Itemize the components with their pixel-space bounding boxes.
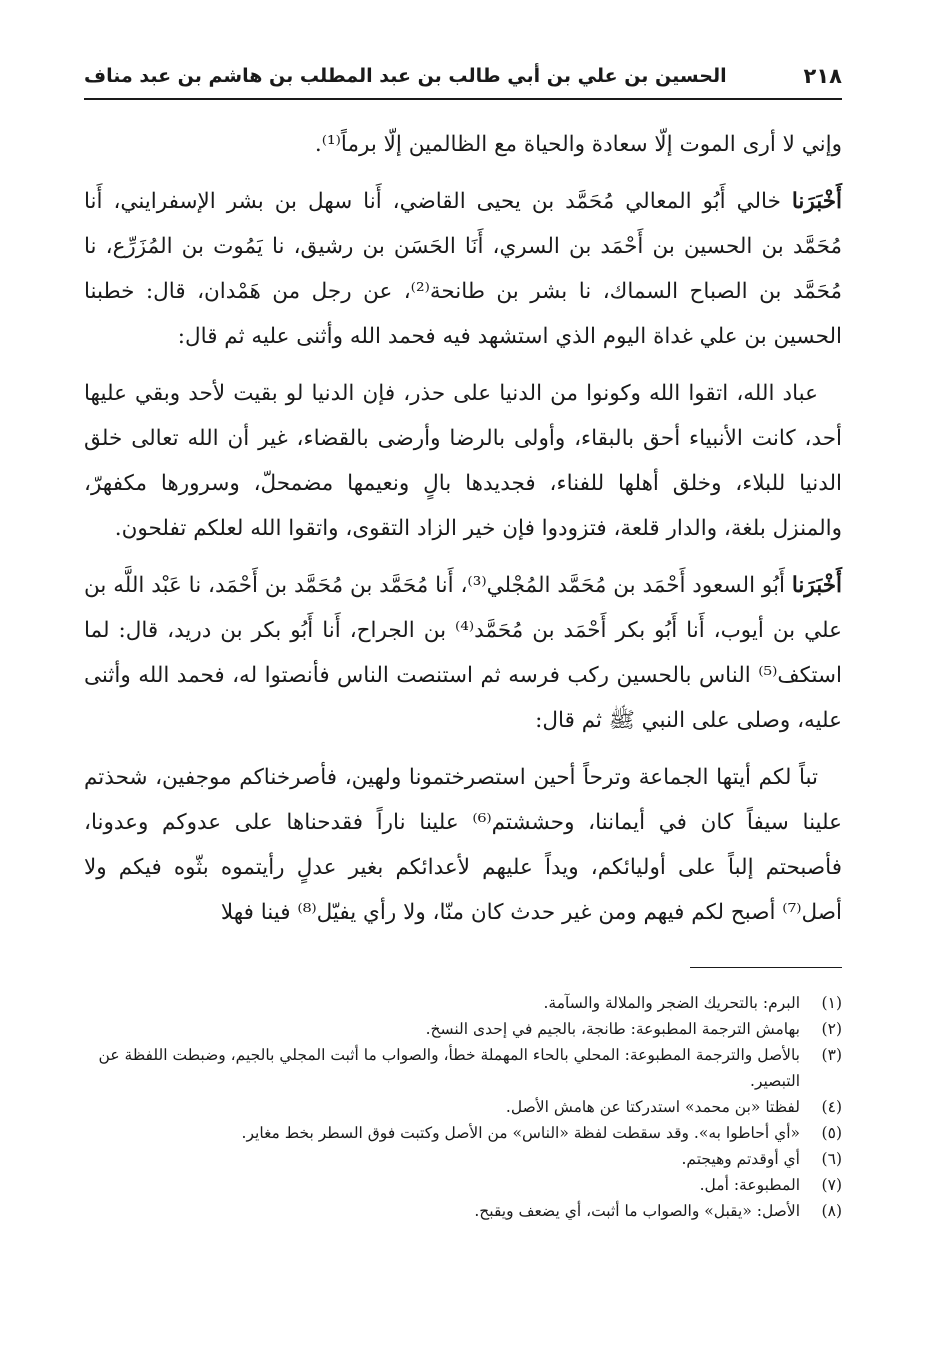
page-number: ٢١٨ — [803, 64, 842, 88]
paragraph-lead: أَخْبَرَنا — [791, 573, 842, 598]
running-title: الحسين بن علي بن أبي طالب بن عبد المطلب بن هاشم بن عبد مناف — [84, 65, 727, 87]
footnote-text: بالأصل والترجمة المطبوعة: المحلي بالحاء المهملة خطأ، والصواب ما أثبت المجلي بالجيم، وضبطت اللفظة عن التبصير. — [98, 1046, 800, 1090]
footnote-number: (٥) — [821, 1124, 842, 1142]
footnote-text: لفظتا «بن محمد» استدركتا عن هامش الأصل. — [505, 1098, 800, 1116]
footnote-number: (٤) — [821, 1098, 842, 1116]
footnote-4 — [84, 1094, 842, 1120]
footnote-text: بهامش الترجمة المطبوعة: طانجة، بالجيم في إحدى النسخ. — [425, 1020, 800, 1038]
footnote-number: (٦) — [821, 1150, 842, 1168]
footnote-text: أي أوقدتم وهيجتم. — [681, 1150, 800, 1168]
paragraph-1 — [84, 122, 842, 167]
paragraph-text: وإني لا أرى الموت إلّا سعادة والحياة مع الظالمين إلّا برماً⁽¹⁾. — [314, 132, 842, 157]
footnote-3 — [84, 1042, 842, 1094]
footnote-text: المطبوعة: أمل. — [699, 1176, 800, 1194]
paragraph-3 — [84, 371, 842, 551]
paragraph-lead: أَخْبَرَنا — [791, 189, 842, 214]
header-rule — [84, 98, 842, 100]
footnote-5 — [84, 1120, 842, 1146]
paragraph-text: تباً لكم أيتها الجماعة وترحاً أحين استصرختمونا ولهين، فأصرخناكم موجفين، شحذتم علينا سيفاً كان في أيماننا، وحششتم⁽⁶⁾ علينا ناراً فقدحناها على عدوكم وعدونا، فأصبحتم إلباً على أوليائكم، ويداً عليهم لأعدائكم بغير عدلٍ رأيتموه بثّوه فيكم ولا أصل⁽⁷⁾ أصبح لكم فيهم ومن غير حدث كان منّا، ولا رأي يفيّل⁽⁸⁾ فينا فهلا — [84, 765, 842, 925]
footnote-8 — [84, 1198, 842, 1224]
footnote-number: (٨) — [821, 1202, 842, 1220]
footnotes — [84, 990, 842, 1224]
footnote-number: (٢) — [821, 1020, 842, 1038]
paragraph-5 — [84, 755, 842, 935]
footnote-number: (٣) — [821, 1046, 842, 1064]
footnote-text: البرم: بالتحريك الضجر والملالة والسآمة. — [543, 994, 800, 1012]
main-text — [84, 122, 842, 947]
footnote-text: الأصل: «يقبل» والصواب ما أثبت، أي يضعف ويقبح. — [474, 1202, 800, 1220]
footnote-separator — [690, 967, 842, 968]
footnote-number: (١) — [821, 994, 842, 1012]
paragraph-2 — [84, 179, 842, 359]
footnote-text: «أي أحاطوا به». وقد سقطت لفظة «الناس» من الأصل وكتبت فوق السطر بخط مغاير. — [241, 1124, 800, 1142]
footnote-7 — [84, 1172, 842, 1198]
paragraph-text: أَبُو السعود أَحْمَد بن مُحَمَّد المُجْلي⁽³⁾، أَنا مُحَمَّد بن مُحَمَّد بن أَحْمَد، نا عَبْد اللَّه بن علي بن أيوب، أَنا أَبُو بكر أَحْمَد بن مُحَمَّد⁽⁴⁾ بن الجراح، أَنا أَبُو بكر بن دريد، قال: لما استكف⁽⁵⁾ الناس بالحسين ركب فرسه ثم استنصت الناس فأنصتوا له، فحمد الله وأثنى عليه، وصلى على النبي ﷺ ثم قال: — [84, 573, 842, 733]
page-header — [84, 58, 842, 94]
paragraph-text: خالي أَبُو المعالي مُحَمَّد بن يحيى القاضي، أَنا سهل بن بشر الإسفرايني، أَنا مُحَمَّد بن الحسين بن أَحْمَد بن السري، أَنَا الحَسَن بن رشيق، نا يَمُوت بن المُزَرِّع، نا مُحَمَّد بن الصباح السماك، نا بشر بن طانحة⁽²⁾، عن رجل من هَمْدان، قال: خطبنا الحسين بن علي غداة اليوم الذي استشهد فيه فحمد الله وأثنى عليه ثم قال: — [84, 189, 842, 349]
paragraph-4 — [84, 563, 842, 743]
footnote-1 — [84, 990, 842, 1016]
footnote-number: (٧) — [821, 1176, 842, 1194]
paragraph-text: عباد الله، اتقوا الله وكونوا من الدنيا على حذر، فإن الدنيا لو بقيت لأحد وبقي عليها أحد، كانت الأنبياء أحق بالبقاء، وأولى بالرضا وأرضى بالقضاء، غير أن الله تعالى خلق الدنيا للبلاء، وخلق أهلها للفناء، فجديدها بالٍ ونعيمها مضمحلّ، وسرورها مكفهرّ، والمنزل بلغة، والدار قلعة، فتزودوا فإن خير الزاد التقوى، واتقوا الله لعلكم تفلحون. — [84, 381, 842, 541]
footnote-6 — [84, 1146, 842, 1172]
footnote-2 — [84, 1016, 842, 1042]
